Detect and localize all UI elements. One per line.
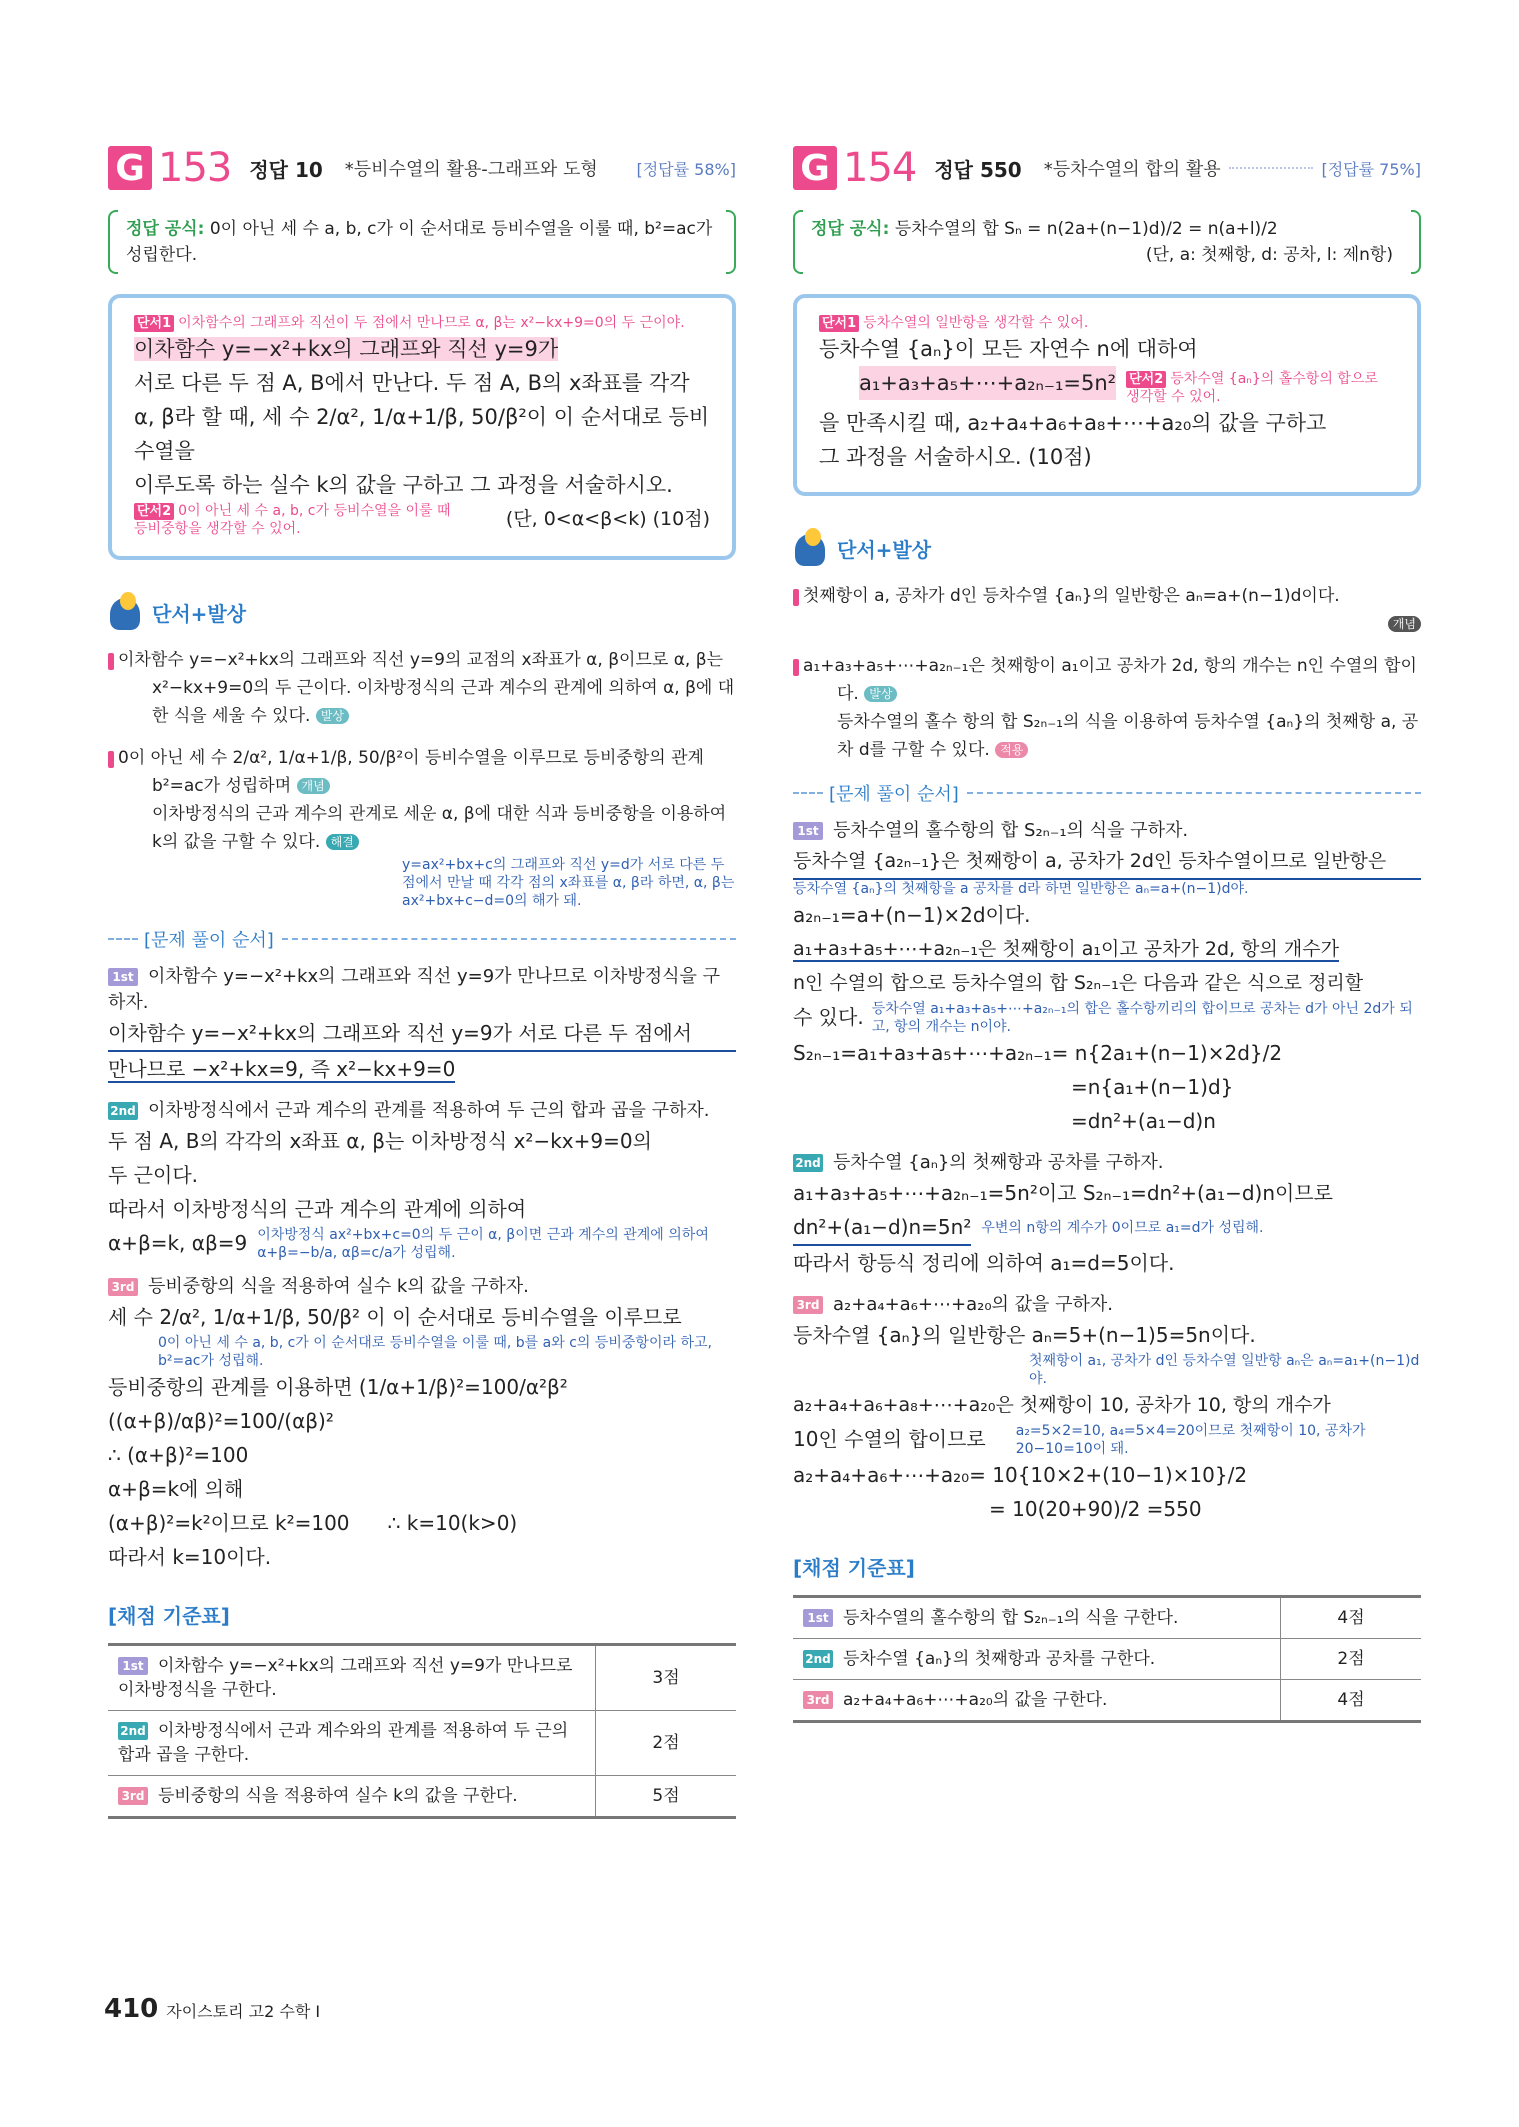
question-line: 을 만족시킬 때, a₂+a₄+a₆+a₈+⋯+a₂₀의 값을 구하고 bbox=[819, 411, 1327, 435]
grading-score: 4점 bbox=[1281, 1597, 1422, 1639]
hint-tag: 단서1 bbox=[108, 653, 114, 670]
solution-note: a₂=5×2=10, a₄=5×4=20이므로 첫째항이 10, 공차가 20−10=10이 돼. bbox=[1015, 1423, 1366, 1457]
question-line: a₁+a₃+a₅+⋯+a₂ₙ₋₁=5n² bbox=[859, 366, 1116, 400]
answer-formula bbox=[108, 210, 736, 274]
solution-line: 등차수열 {a₂ₙ₋₁}은 첫째항이 a, 공차가 2d인 등차수열이므로 일반항은 bbox=[793, 844, 1421, 880]
grading-text: 이차함수 y=−x²+kx의 그래프와 직선 y=9가 만나므로 이차방정식을 구한다. bbox=[118, 1656, 573, 1700]
grading-table bbox=[793, 1595, 1421, 1723]
step-tag: 2nd bbox=[118, 1722, 148, 1740]
hint-badge: 개념 bbox=[297, 778, 330, 794]
solution-line: 10인 수열의 합이므로 bbox=[793, 1427, 986, 1451]
hint-item bbox=[752, 652, 1421, 764]
formula-text: 등차수열의 합 Sₙ = n(2a+(n−1)d)/2 = n(a+l)/2 bbox=[894, 219, 1278, 239]
grading-score: 3점 bbox=[596, 1645, 737, 1711]
solution-line: 이차함수 y=−x²+kx의 그래프와 직선 y=9가 서로 다른 두 점에서 bbox=[108, 1016, 736, 1052]
table-row bbox=[793, 1639, 1421, 1680]
hint-tag: 단서1 bbox=[793, 589, 799, 606]
solution-line: 두 근이다. bbox=[108, 1163, 198, 1187]
solution-line: = 10(20+90)/2 =550 bbox=[989, 1497, 1202, 1521]
hint-body: 이차함수 y=−x²+kx의 그래프와 직선 y=9의 교점의 x좌표가 α, β이므로 α, β는 x²−kx+9=0의 두 근이다. 이차방정식의 근과 계수의 관계에 의하여 α, β에 대한 식을 세울 수 있다. bbox=[118, 650, 735, 726]
step-1 bbox=[108, 964, 736, 1016]
solution-line: 따라서 항등식 정리에 의하여 a₁=d=5이다. bbox=[793, 1251, 1175, 1275]
grading-score: 4점 bbox=[1281, 1680, 1422, 1722]
step-tag: 3rd bbox=[118, 1787, 148, 1805]
topic: *등비수열의 활용-그래프와 도형 bbox=[344, 159, 598, 180]
question-line: 이루도록 하는 실수 k의 값을 구하고 그 과정을 서술하시오. bbox=[134, 473, 673, 497]
idea-icon bbox=[108, 592, 142, 632]
question-line: 그 과정을 서술하시오. (10점) bbox=[819, 445, 1092, 469]
section-label: 단서+발상 bbox=[837, 537, 932, 562]
solution-line: 따라서 k=10이다. bbox=[108, 1545, 272, 1569]
hint-body: 0이 아닌 세 수 2/α², 1/α+1/β, 50/β²이 등비수열을 이루므로 등비중항의 관계 b²=ac가 성립하며 bbox=[118, 748, 704, 796]
step-tag: 1st bbox=[793, 822, 823, 840]
solution-line: a₁+a₃+a₅+⋯+a₂ₙ₋₁은 첫째항이 a₁이고 공차가 2d, 항의 개수가 bbox=[793, 938, 1339, 960]
formula-label: 정답 공식: bbox=[126, 219, 205, 239]
hint-text: 등차수열의 일반항을 생각할 수 있어. bbox=[863, 315, 1089, 331]
answer: 정답 10 bbox=[249, 157, 323, 182]
section-title bbox=[793, 528, 1421, 568]
step-tag: 2nd bbox=[108, 1102, 138, 1120]
step-tag: 1st bbox=[118, 1657, 148, 1675]
hint-text: 이차함수의 그래프와 직선이 두 점에서 만나므로 α, β는 x²−kx+9=0의 두 근이야. bbox=[178, 315, 685, 331]
solution-line: 세 수 2/α², 1/α+1/β, 50/β² 이 이 순서대로 등비수열을 이루므로 bbox=[108, 1305, 682, 1329]
solution-note: 이차방정식 ax²+bx+c=0의 두 근이 α, β이면 근과 계수의 관계에 의하여 α+β=−b/a, αβ=c/a가 성립해. bbox=[257, 1227, 709, 1261]
solution-line: 수 있다. bbox=[793, 1005, 864, 1029]
problem-154 bbox=[752, 140, 1421, 1723]
solution-order-title bbox=[793, 780, 1421, 806]
solution-order-title bbox=[108, 926, 736, 952]
grading-score: 2점 bbox=[596, 1711, 737, 1776]
solution-line: 등비중항의 관계를 이용하면 (1/α+1/β)²=100/α²β² bbox=[108, 1375, 568, 1399]
hint-badge: 개념 bbox=[1388, 616, 1421, 632]
solution-line: (α+β)²=k²이므로 k²=100 ∴ k=10(k>0) bbox=[108, 1511, 518, 1535]
step-3 bbox=[793, 1292, 1421, 1318]
step-tag: 3rd bbox=[108, 1278, 138, 1296]
step-tag: 1st bbox=[108, 968, 138, 986]
formula-text: 0이 아닌 세 수 a, b, c가 이 순서대로 등비수열을 이룰 때, b²=ac가 성립한다. bbox=[126, 219, 713, 265]
hint-badge: 발상 bbox=[864, 686, 897, 702]
solution-line: 만나므로 −x²+kx=9, 즉 x²−kx+9=0 bbox=[108, 1057, 456, 1081]
grading-text: 등비중항의 식을 적용하여 실수 k의 값을 구한다. bbox=[158, 1786, 518, 1806]
hint-tag: 단서2 bbox=[134, 503, 174, 520]
solution-line: 따라서 이차방정식의 근과 계수의 관계에 의하여 bbox=[108, 1197, 527, 1221]
book-title: 자이스토리 고2 수학 I bbox=[166, 2002, 321, 2021]
question-line: 이차함수 y=−x²+kx의 그래프와 직선 y=9가 bbox=[134, 337, 559, 361]
solution-line: α+β=k에 의해 bbox=[108, 1477, 244, 1501]
hint-body: 첫째항이 a, 공차가 d인 등차수열 {aₙ}의 일반항은 aₙ=a+(n−1)d이다. bbox=[803, 586, 1340, 606]
idea-icon bbox=[793, 528, 827, 568]
table-row bbox=[108, 1776, 736, 1818]
solution-note: 0이 아닌 세 수 a, b, c가 이 순서대로 등비수열을 이룰 때, b를 a와 c의 등비중항이라 하고, b²=ac가 성립해. bbox=[158, 1335, 712, 1369]
answer-formula bbox=[793, 210, 1421, 274]
hint-tag: 단서2 bbox=[108, 751, 114, 768]
grading-score: 2점 bbox=[1281, 1639, 1422, 1680]
section-title bbox=[108, 592, 736, 632]
table-row bbox=[108, 1645, 736, 1711]
hint-badge: 해결 bbox=[326, 834, 359, 850]
hint-text: 등차수열 {aₙ}의 홀수항의 합으로 생각할 수 있어. bbox=[1126, 371, 1378, 405]
step-2-body bbox=[793, 1176, 1421, 1280]
hint-tag: 단서1 bbox=[134, 315, 174, 332]
hint-item bbox=[67, 744, 736, 910]
solution-note: 등차수열 {aₙ}의 첫째항을 a 공차를 d라 하면 일반항은 aₙ=a+(n−1)d야. bbox=[793, 881, 1249, 897]
table-row bbox=[108, 1711, 736, 1776]
problem-number: 154 bbox=[843, 145, 917, 191]
step-title: 등비중항의 식을 적용하여 실수 k의 값을 구하자. bbox=[148, 1276, 529, 1297]
step-title: 이차방정식에서 근과 계수의 관계를 적용하여 두 근의 합과 곱을 구하자. bbox=[148, 1100, 710, 1121]
question-box bbox=[108, 294, 736, 560]
solution-line: 등차수열 {aₙ}의 일반항은 aₙ=5+(n−1)5=5n이다. bbox=[793, 1323, 1256, 1347]
hint-tag: 단서2 bbox=[1126, 371, 1166, 388]
problem-153 bbox=[67, 140, 736, 1819]
question-condition: (단, 0<α<β<k) (10점) bbox=[505, 508, 710, 530]
problem-header bbox=[108, 140, 736, 196]
grading-text: 등차수열의 홀수항의 합 S₂ₙ₋₁의 식을 구한다. bbox=[843, 1608, 1179, 1628]
grade-badge: G bbox=[793, 146, 837, 190]
table-row bbox=[793, 1597, 1421, 1639]
step-2 bbox=[108, 1098, 736, 1124]
answer: 정답 550 bbox=[934, 157, 1022, 182]
hint-badge: 발상 bbox=[316, 708, 349, 724]
grading-title: [채점 기준표] bbox=[793, 1556, 915, 1580]
solution-line: a₁+a₃+a₅+⋯+a₂ₙ₋₁=5n²이고 S₂ₙ₋₁=dn²+(a₁−d)n이므로 bbox=[793, 1181, 1333, 1205]
solution-line: ∴ (α+β)²=100 bbox=[108, 1443, 249, 1467]
grading-score: 5점 bbox=[596, 1776, 737, 1818]
hint-body: 이차방정식의 근과 계수의 관계로 세운 α, β에 대한 식과 등비중항을 이용하여 k의 값을 구할 수 있다. bbox=[152, 804, 727, 852]
section-label: 단서+발상 bbox=[152, 601, 247, 626]
step-3 bbox=[108, 1274, 736, 1300]
solution-note: 첫째항이 a₁, 공차가 d인 등차수열 일반항 aₙ은 aₙ=a₁+(n−1)d야. bbox=[1029, 1353, 1420, 1387]
grading-text: 이차방정식에서 근과 계수와의 관계를 적용하여 두 근의 합과 곱을 구한다. bbox=[118, 1721, 569, 1765]
solution-line: n인 수열의 합으로 등차수열의 합 S₂ₙ₋₁은 다음과 같은 식으로 정리할 bbox=[793, 972, 1364, 994]
solution-line: ((α+β)/αβ)²=100/(αβ)² bbox=[108, 1409, 334, 1433]
hint-note: y=ax²+bx+c의 그래프와 직선 y=d가 서로 다른 두 점에서 만날 때 각각 점의 x좌표를 α, β라 하면, α, β는 ax²+bx+c−d=0의 해가 돼. bbox=[402, 857, 735, 909]
solution-line: α+β=k, αβ=9 bbox=[108, 1231, 248, 1255]
correct-rate: [정답률 58%] bbox=[636, 159, 736, 179]
step-tag: 3rd bbox=[803, 1691, 833, 1709]
solution-line: a₂ₙ₋₁=a+(n−1)×2d이다. bbox=[793, 903, 1031, 927]
step-1 bbox=[793, 818, 1421, 844]
grading-text: 등차수열 {aₙ}의 첫째항과 공차를 구한다. bbox=[843, 1649, 1156, 1669]
page-footer bbox=[104, 1994, 320, 2024]
solution-line: a₂+a₄+a₆+⋯+a₂₀= 10{10×2+(10−1)×10}/2 bbox=[793, 1463, 1248, 1487]
step-2 bbox=[793, 1150, 1421, 1176]
table-row bbox=[793, 1680, 1421, 1722]
solution-note: 우변의 n항의 계수가 0이므로 a₁=d가 성립해. bbox=[981, 1220, 1264, 1236]
order-title-text: [문제 풀이 순서] bbox=[829, 784, 959, 805]
question-line: 서로 다른 두 점 A, B에서 만난다. 두 점 A, B의 x좌표를 각각 bbox=[134, 371, 690, 395]
step-3-body bbox=[108, 1300, 736, 1574]
step-3-body bbox=[793, 1318, 1421, 1526]
step-tag: 2nd bbox=[803, 1650, 833, 1668]
order-title-text: [문제 풀이 순서] bbox=[144, 930, 274, 951]
step-title: 등차수열의 홀수항의 합 S₂ₙ₋₁의 식을 구하자. bbox=[833, 820, 1189, 841]
grading-table bbox=[108, 1643, 736, 1819]
question-line: α, β라 할 때, 세 수 2/α², 1/α+1/β, 50/β²이 이 순서대로 등비수열을 bbox=[134, 405, 710, 463]
grading-title: [채점 기준표] bbox=[108, 1604, 230, 1628]
topic: *등차수열의 합의 활용 bbox=[1043, 159, 1221, 180]
hint-item bbox=[67, 646, 736, 730]
problem-number: 153 bbox=[158, 145, 232, 191]
problem-header bbox=[793, 140, 1421, 196]
grading-text: a₂+a₄+a₆+⋯+a₂₀의 값을 구한다. bbox=[843, 1690, 1108, 1710]
step-tag: 2nd bbox=[793, 1154, 823, 1172]
page-number: 410 bbox=[104, 1994, 159, 2024]
hint-item bbox=[752, 582, 1421, 638]
solution-line: 두 점 A, B의 각각의 x좌표 α, β는 이차방정식 x²−kx+9=0의 bbox=[108, 1129, 652, 1153]
step-1-body bbox=[793, 844, 1421, 1138]
solution-line: =dn²+(a₁−d)n bbox=[1071, 1109, 1216, 1133]
formula-text: (단, a: 첫째항, d: 공차, l: 제n항) bbox=[1145, 245, 1393, 265]
step-title: 등차수열 {aₙ}의 첫째항과 공차를 구하자. bbox=[833, 1152, 1164, 1173]
solution-line: dn²+(a₁−d)n=5n² bbox=[793, 1210, 971, 1246]
hint-tag: 단서1 bbox=[819, 315, 859, 332]
step-tag: 3rd bbox=[793, 1296, 823, 1314]
hint-badge: 적용 bbox=[995, 742, 1028, 758]
solution-line: a₂+a₄+a₆+a₈+⋯+a₂₀은 첫째항이 10, 공차가 10, 항의 개수가 bbox=[793, 1394, 1331, 1416]
question-line: 등차수열 {aₙ}이 모든 자연수 n에 대하여 bbox=[819, 337, 1198, 361]
hint-text: 0이 아닌 세 수 a, b, c가 등비수열을 이룰 때 등비중항을 생각할 수 있어. bbox=[134, 503, 451, 537]
step-title: 이차함수 y=−x²+kx의 그래프와 직선 y=9가 만나므로 이차방정식을 구하자. bbox=[108, 966, 721, 1013]
solution-line: =n{a₁+(n−1)d} bbox=[1071, 1075, 1234, 1099]
question-box bbox=[793, 294, 1421, 496]
hint-body: 등차수열의 홀수 항의 합 S₂ₙ₋₁의 식을 이용하여 등차수열 {aₙ}의 첫째항 a, 공차 d를 구할 수 있다. bbox=[837, 712, 1419, 760]
step-2-body bbox=[108, 1124, 736, 1262]
hint-body: a₁+a₃+a₅+⋯+a₂ₙ₋₁은 첫째항이 a₁이고 공차가 2d, 항의 개수는 n인 수열의 합이다. bbox=[803, 656, 1417, 704]
solution-note: 등차수열 a₁+a₃+a₅+⋯+a₂ₙ₋₁의 합은 홀수항끼리의 합이므로 공차는 d가 아닌 2d가 되고, 항의 개수는 n이야. bbox=[871, 1001, 1413, 1035]
formula-label: 정답 공식: bbox=[811, 219, 890, 239]
solution-line: S₂ₙ₋₁=a₁+a₃+a₅+⋯+a₂ₙ₋₁= n{2a₁+(n−1)×2d}/2 bbox=[793, 1041, 1283, 1065]
hint-tag: 단서2 bbox=[793, 659, 799, 676]
step-1-body bbox=[108, 1016, 736, 1086]
correct-rate: [정답률 75%] bbox=[1321, 159, 1421, 179]
step-tag: 1st bbox=[803, 1609, 833, 1627]
grade-badge: G bbox=[108, 146, 152, 190]
step-title: a₂+a₄+a₆+⋯+a₂₀의 값을 구하자. bbox=[833, 1294, 1114, 1315]
